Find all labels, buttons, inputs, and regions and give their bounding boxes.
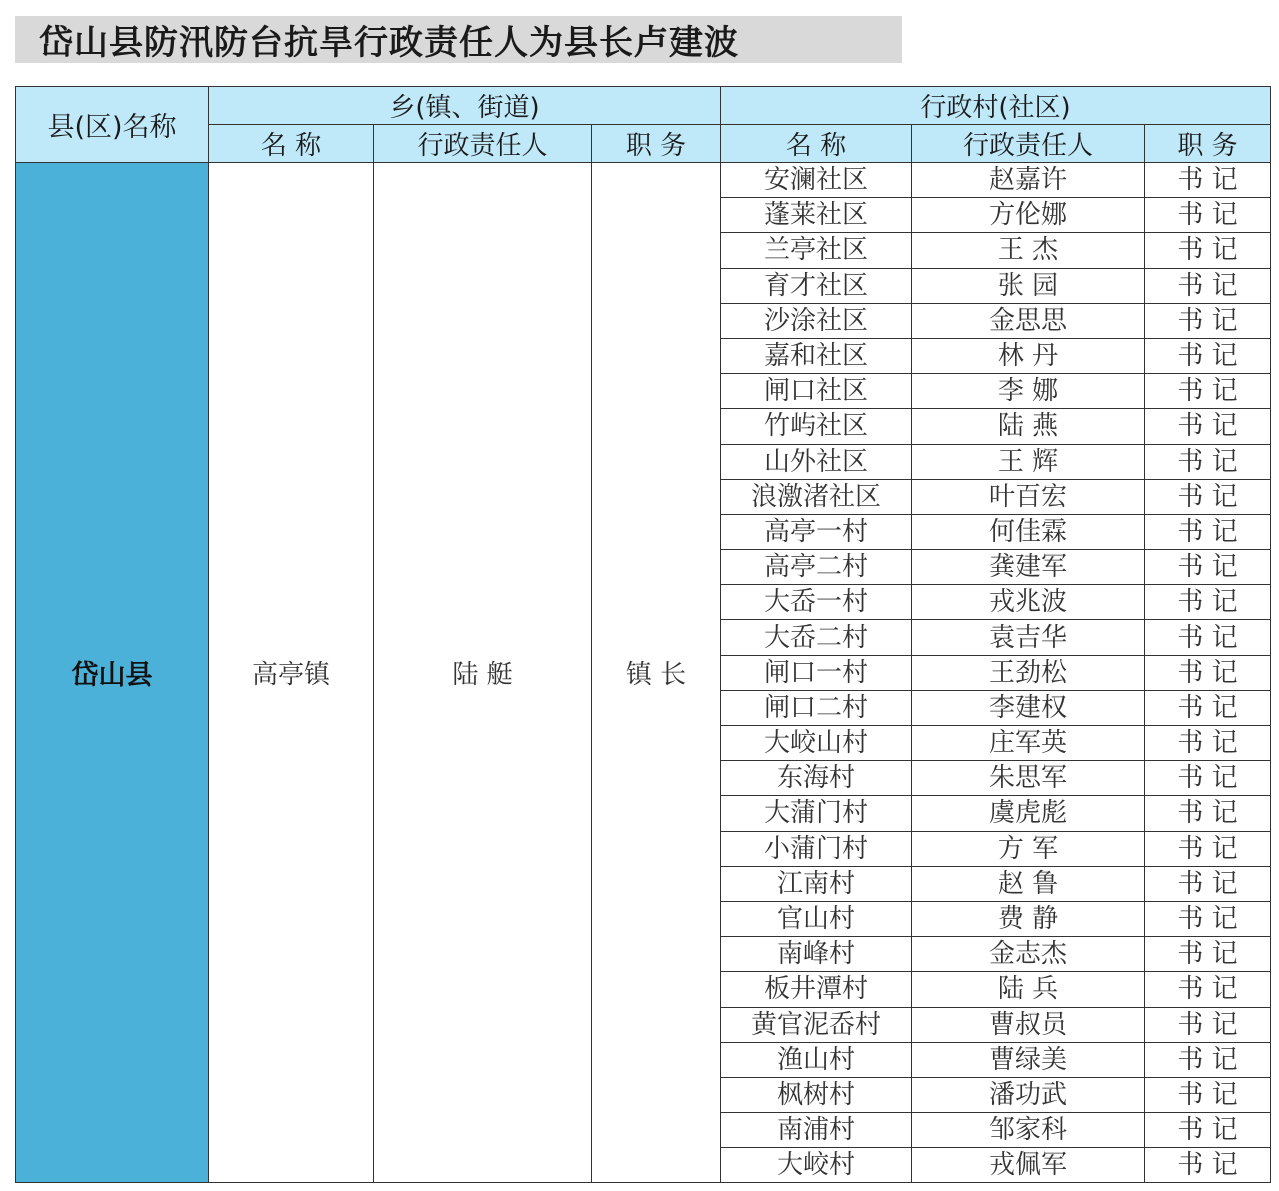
village-name: 枫树村 (721, 1077, 912, 1112)
village-name: 山外社区 (721, 444, 912, 479)
village-responsible-person: 邹家科 (912, 1113, 1145, 1148)
village-position: 书 记 (1145, 1007, 1271, 1042)
village-position: 书 记 (1145, 1042, 1271, 1077)
village-name: 大峧村 (721, 1148, 912, 1183)
table-header (16, 87, 1271, 163)
village-position: 书 记 (1145, 796, 1271, 831)
village-responsible-person: 陆 兵 (912, 972, 1145, 1007)
village-position: 书 记 (1145, 901, 1271, 936)
village-name: 闸口二村 (721, 690, 912, 725)
table-body (16, 163, 1271, 1183)
village-position: 书 记 (1145, 409, 1271, 444)
village-position: 书 记 (1145, 338, 1271, 373)
village-position: 书 记 (1145, 972, 1271, 1007)
village-name: 闸口一村 (721, 655, 912, 690)
village-name: 浪激渚社区 (721, 479, 912, 514)
village-name: 黄官泥岙村 (721, 1007, 912, 1042)
village-position: 书 记 (1145, 303, 1271, 338)
village-responsible-person: 李 娜 (912, 374, 1145, 409)
village-position: 书 记 (1145, 268, 1271, 303)
village-position: 书 记 (1145, 726, 1271, 761)
village-responsible-person: 叶百宏 (912, 479, 1145, 514)
village-name: 嘉和社区 (721, 338, 912, 373)
village-position: 书 记 (1145, 1077, 1271, 1112)
village-name: 板井潭村 (721, 972, 912, 1007)
township-name-header: 名 称 (209, 125, 374, 163)
village-group-header: 行政村(社区) (721, 87, 1271, 125)
village-name-header: 名 称 (721, 125, 912, 163)
responsibility-table (15, 86, 1271, 1183)
village-responsible-person: 王劲松 (912, 655, 1145, 690)
county-column-header: 县(区)名称 (16, 87, 209, 163)
village-name: 大蒲门村 (721, 796, 912, 831)
village-name: 南浦村 (721, 1113, 912, 1148)
village-name: 大岙一村 (721, 585, 912, 620)
village-responsible-person: 虞虎彪 (912, 796, 1145, 831)
village-responsible-person: 朱思军 (912, 761, 1145, 796)
village-responsible-person: 金志杰 (912, 937, 1145, 972)
township-position: 镇 长 (592, 163, 721, 1183)
village-responsible-person: 金思思 (912, 303, 1145, 338)
village-responsible-header: 行政责任人 (912, 125, 1145, 163)
village-position: 书 记 (1145, 550, 1271, 585)
village-responsible-person: 龚建军 (912, 550, 1145, 585)
village-name: 渔山村 (721, 1042, 912, 1077)
table-row (16, 163, 1271, 198)
village-position: 书 记 (1145, 1113, 1271, 1148)
township-group-header: 乡(镇、街道) (209, 87, 721, 125)
township-responsible: 陆 艇 (374, 163, 592, 1183)
village-responsible-person: 赵嘉许 (912, 163, 1145, 198)
village-responsible-person: 赵 鲁 (912, 866, 1145, 901)
village-responsible-person: 何佳霖 (912, 514, 1145, 549)
village-position: 书 记 (1145, 444, 1271, 479)
township-responsible-header: 行政责任人 (374, 125, 592, 163)
village-responsible-person: 戎兆波 (912, 585, 1145, 620)
village-responsible-person: 曹绿美 (912, 1042, 1145, 1077)
village-position: 书 记 (1145, 761, 1271, 796)
village-name: 东海村 (721, 761, 912, 796)
village-responsible-person: 林 丹 (912, 338, 1145, 373)
village-position: 书 记 (1145, 831, 1271, 866)
village-responsible-person: 王 辉 (912, 444, 1145, 479)
village-responsible-person: 潘功武 (912, 1077, 1145, 1112)
village-position: 书 记 (1145, 937, 1271, 972)
village-name: 大峧山村 (721, 726, 912, 761)
village-position: 书 记 (1145, 479, 1271, 514)
village-responsible-person: 王 杰 (912, 233, 1145, 268)
village-position: 书 记 (1145, 655, 1271, 690)
county-name: 岱山县 (16, 163, 209, 1183)
village-responsible-person: 袁吉华 (912, 620, 1145, 655)
village-position: 书 记 (1145, 233, 1271, 268)
village-name: 兰亭社区 (721, 233, 912, 268)
village-name: 沙涂社区 (721, 303, 912, 338)
village-position: 书 记 (1145, 866, 1271, 901)
village-name: 育才社区 (721, 268, 912, 303)
village-name: 大岙二村 (721, 620, 912, 655)
village-position: 书 记 (1145, 198, 1271, 233)
village-responsible-person: 李建权 (912, 690, 1145, 725)
village-position: 书 记 (1145, 585, 1271, 620)
village-position: 书 记 (1145, 374, 1271, 409)
village-responsible-person: 费 静 (912, 901, 1145, 936)
village-responsible-person: 庄军英 (912, 726, 1145, 761)
village-name: 闸口社区 (721, 374, 912, 409)
village-responsible-person: 张 园 (912, 268, 1145, 303)
village-name: 南峰村 (721, 937, 912, 972)
village-name: 官山村 (721, 901, 912, 936)
page-title: 岱山县防汛防台抗旱行政责任人为县长卢建波 (15, 16, 902, 63)
village-responsible-person: 陆 燕 (912, 409, 1145, 444)
village-responsible-person: 曹叔员 (912, 1007, 1145, 1042)
village-position: 书 记 (1145, 163, 1271, 198)
village-position: 书 记 (1145, 514, 1271, 549)
village-name: 小蒲门村 (721, 831, 912, 866)
village-name: 江南村 (721, 866, 912, 901)
village-position: 书 记 (1145, 1148, 1271, 1183)
village-name: 高亭二村 (721, 550, 912, 585)
village-position: 书 记 (1145, 690, 1271, 725)
village-position-header: 职 务 (1145, 125, 1271, 163)
village-position: 书 记 (1145, 620, 1271, 655)
village-responsible-person: 戎佩军 (912, 1148, 1145, 1183)
township-name: 高亭镇 (209, 163, 374, 1183)
village-name: 高亭一村 (721, 514, 912, 549)
village-name: 蓬莱社区 (721, 198, 912, 233)
village-name: 安澜社区 (721, 163, 912, 198)
village-name: 竹屿社区 (721, 409, 912, 444)
village-responsible-person: 方伦娜 (912, 198, 1145, 233)
village-responsible-person: 方 军 (912, 831, 1145, 866)
township-position-header: 职 务 (592, 125, 721, 163)
